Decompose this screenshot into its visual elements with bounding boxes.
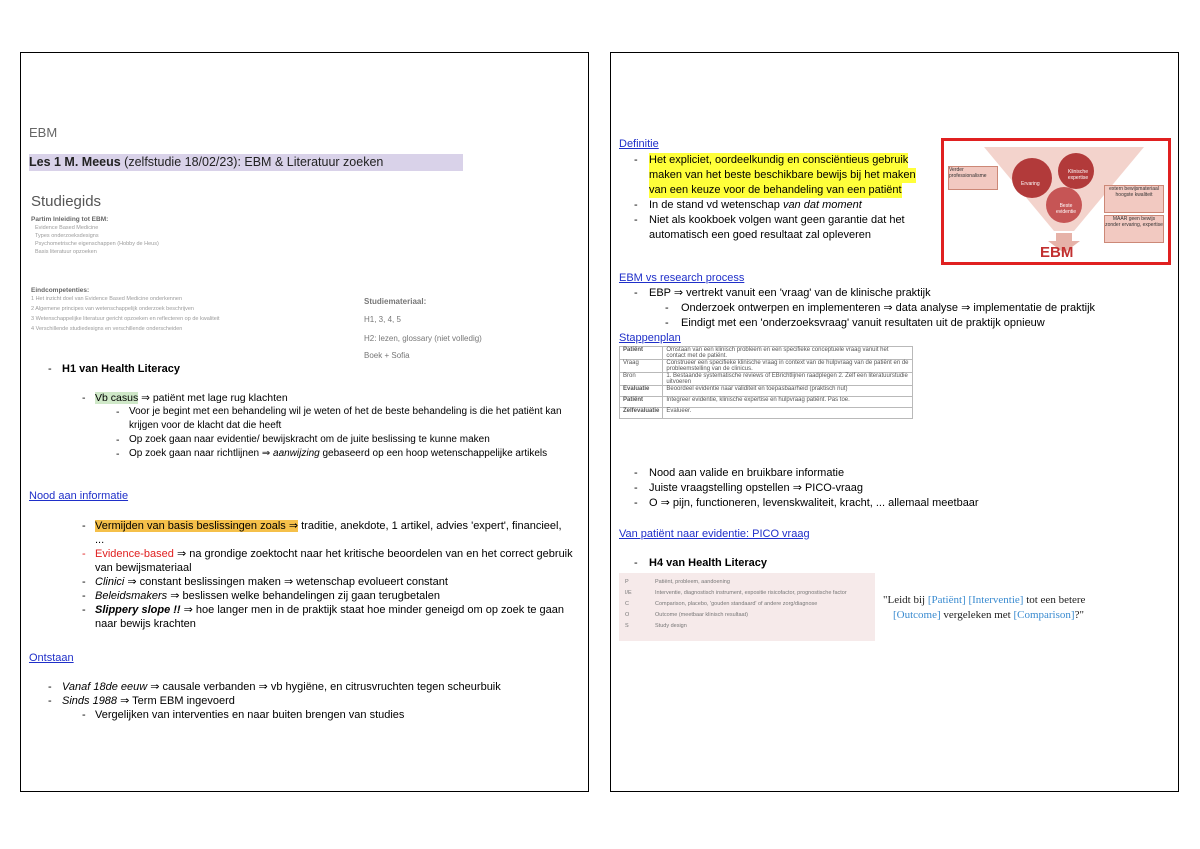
bullet-dash: - xyxy=(116,406,120,418)
after-item-1: Nood aan valide en bruikbare informatie xyxy=(649,467,845,479)
vb-sub1-line1: Voor je begint met een behandeling wil je weten of het de beste behandeling is die het patiënt kan xyxy=(129,406,562,417)
partim-item: Evidence Based Medicine xyxy=(35,225,99,231)
circle-label-3: Beste evidentie xyxy=(1055,203,1076,215)
bullet-dash: - xyxy=(48,363,52,375)
partim-item: Basis literatuur opzoeken xyxy=(35,249,97,255)
bullet-dash: - xyxy=(634,154,638,166)
stappenplan-link[interactable]: Stappenplan xyxy=(619,332,681,344)
bullet-dash: - xyxy=(634,287,638,299)
circle-label-2: Klinische expertise xyxy=(1067,169,1089,181)
after-item-2: Juiste vraagstelling opstellen ⇒ PICO-vraag xyxy=(649,482,864,494)
pico-quote-line-1: "Leidt bij [Patiënt] [Interventie] tot een betere xyxy=(883,594,1086,606)
stappenplan-table xyxy=(619,346,913,419)
nood-item-4: Beleidsmakers ⇒ beslissen welke behandelingen zij gaan terugbetalen xyxy=(95,590,440,602)
eind-item: 2 Algemene principes van wetenschappelijk onderzoek beschrijven xyxy=(31,306,194,312)
bullet-dash: - xyxy=(116,448,120,460)
bullet-dash: - xyxy=(82,604,86,616)
nood-item-5: Slippery slope !! ⇒ hoe langer men in de praktijk staat hoe minder geneigd om op zoek te gaan xyxy=(95,604,565,616)
bullet-dash: - xyxy=(634,557,638,569)
ebp-line: EBP ⇒ vertrekt vanuit een 'vraag' van de klinische praktijk xyxy=(649,287,931,299)
pico-heading-link[interactable]: Van patiënt naar evidentie: PICO vraag xyxy=(619,528,810,540)
vb-sub1-line2: krijgen voor de klacht dat die heeft xyxy=(129,420,282,431)
ontstaan-item-2: Sinds 1988 ⇒ Term EBM ingevoerd xyxy=(62,695,235,707)
ontstaan-item-3: Vergelijken van interventies en naar buiten brengen van studies xyxy=(95,709,405,721)
definition-kookboek-cont: automatisch een goed resultaat zal opleveren xyxy=(649,229,871,241)
bullet-dash: - xyxy=(82,392,86,404)
table-row: Vraag Construeer een specifieke klinische vraag in context van de hulpvraag van de patiënt en de probleemstelling van de clinicus. xyxy=(620,360,913,373)
circle-ervaring xyxy=(1012,158,1052,198)
bullet-dash: - xyxy=(82,709,86,721)
definition-line: Het expliciet, oordeelkundig en consciëntieus gebruik xyxy=(649,154,909,166)
ebp-sub-2: Eindigt met een 'onderzoeksvraag' vanuit resultaten uit de praktijk opnieuw xyxy=(681,317,1045,329)
eind-item: 1 Het inzicht doel van Evidence Based Medicine onderkennen xyxy=(31,296,183,302)
bullet-dash: - xyxy=(82,520,86,532)
eind-item: 4 Verschillende studiedesigns en verschillende onderscheiden xyxy=(31,326,183,332)
ebm-label: EBM xyxy=(1040,244,1074,261)
studiemateriaal-title: Studiemateriaal: xyxy=(364,297,427,306)
bullet-dash: - xyxy=(665,317,669,329)
table-row: Zelfevaluatie Evalueer. xyxy=(620,408,913,419)
pico-table xyxy=(619,573,875,641)
nood-item-2-cont: van bewijsmateriaal xyxy=(95,562,192,574)
nood-item-2: Evidence-based ⇒ na grondige zoektocht naar het kritische beoordelen van en het correct gebruik xyxy=(95,548,573,560)
pico-key: C xyxy=(625,601,629,607)
bullet-dash: - xyxy=(116,434,120,446)
right-box-2: MAAR geen bewijs zonder ervaring, expertise xyxy=(1104,215,1164,243)
partim-item: Types onderzoeksdesigns xyxy=(35,233,99,239)
definitie-heading-link[interactable]: Definitie xyxy=(619,138,659,150)
definition-stand: In de stand vd wetenschap van dat moment xyxy=(649,199,862,211)
nood-heading-link[interactable]: Nood aan informatie xyxy=(29,490,129,502)
definition-line: maken van het beste beschikbare bewijs bij het maken xyxy=(649,169,916,181)
bullet-dash: - xyxy=(82,590,86,602)
pico-key: S xyxy=(625,623,629,629)
table-row: Evaluatie Beoordeel evidentie naar validiteit en toepasbaarheid (praktisch nut) xyxy=(620,386,913,397)
les-title-bold: Les 1 M. Meeus xyxy=(29,155,121,169)
studiegids-heading: Studiegids xyxy=(31,193,102,210)
eind-title: Eindcompetenties: xyxy=(31,287,90,294)
bullet-dash: - xyxy=(48,695,52,707)
bullet-dash: - xyxy=(634,497,638,509)
table-row: Patiënt Integreer evidentie, klinische expertise en hulpvraag patiënt. Pas toe. xyxy=(620,397,913,408)
bullet-dash: - xyxy=(634,214,638,226)
bullet-dash: - xyxy=(48,681,52,693)
table-row: Bron 1. Bestaande systematische reviews of EBrichtlijnen raadplegen 2. Zelf een literatuurstudie uitvoeren xyxy=(620,373,913,386)
ebm-figure xyxy=(941,138,1171,265)
les-title-rest: (zelfstudie 18/02/23): EBM & Literatuur zoeken xyxy=(120,155,384,169)
studiemateriaal-item: Boek + Sofia xyxy=(364,351,410,360)
nood-item-3: Clinici ⇒ constant beslissingen maken ⇒ wetenschap evolueert constant xyxy=(95,576,448,588)
vb-casus-label: Vb casus xyxy=(95,392,139,404)
right-box-1: extern bewijsmateriaal hoogste kwaliteit xyxy=(1104,185,1164,213)
bullet-dash: - xyxy=(634,467,638,479)
vb-casus-line: Vb casus ⇒ patiënt met lage rug klachten xyxy=(95,392,288,404)
vb-sub2: Op zoek gaan naar evidentie/ bewijskracht om de juite beslissing te kunne maken xyxy=(129,434,490,445)
h1-heading: H1 van Health Literacy xyxy=(62,363,180,375)
bullet-dash: - xyxy=(82,576,86,588)
studiemateriaal-item: H1, 3, 4, 5 xyxy=(364,315,401,324)
studiemateriaal-item: H2: lezen, glossary (niet volledig) xyxy=(364,334,482,343)
vb-sub3: Op zoek gaan naar richtlijnen ⇒ aanwijzing gebaseerd op een hoop wetenschappelijke artikels xyxy=(129,448,548,459)
document-page-left xyxy=(20,52,589,792)
ontstaan-heading-link[interactable]: Ontstaan xyxy=(29,652,74,664)
bullet-dash: - xyxy=(634,199,638,211)
les-title xyxy=(29,155,383,169)
partim-item: Psychometrische eigenschappen (Hobby de Heus) xyxy=(35,241,159,247)
nood-item-1-cont: ... xyxy=(95,534,105,546)
left-box: Verder professionalisme xyxy=(948,166,998,190)
ebp-sub-1: Onderzoek ontwerpen en implementeren ⇒ data analyse ⇒ implementatie de praktijk xyxy=(681,302,1096,314)
eind-item: 3 Wetenschappelijke literatuur gericht opzoeken en reflecteren op de kwaliteit xyxy=(31,316,220,322)
definition-kookboek: Niet als kookboek volgen want geen garantie dat het xyxy=(649,214,905,226)
pico-value: Comparison, placebo, 'gouden standaard' of andere zorg/diagnose xyxy=(655,601,818,607)
subject-title: EBM xyxy=(29,125,58,140)
bullet-dash: - xyxy=(634,482,638,494)
circle-label-1: Ervaring xyxy=(1021,181,1040,187)
nood-item-5-cont: naar bewijs krachten xyxy=(95,618,196,630)
definition-line: van een keuze voor de behandeling van een patiënt xyxy=(649,184,902,196)
after-item-3: O ⇒ pijn, functioneren, levenskwaliteit, kracht, ... allemaal meetbaar xyxy=(649,497,979,509)
ebm-vs-research-link[interactable]: EBM vs research process xyxy=(619,272,745,284)
pico-key: O xyxy=(625,612,630,618)
pico-quote-line-2: [Outcome] vergeleken met [Comparison]?" xyxy=(893,609,1084,621)
ontstaan-item-1: Vanaf 18de eeuw ⇒ causale verbanden ⇒ vb hygiëne, en citrusvruchten tegen scheurbuik xyxy=(62,681,501,693)
table-row: Patiënt Omstaan van een klinisch probleem en een specifieke conceptuele vraag vanuit het contact met de patiënt. xyxy=(620,347,913,360)
h4-heading: H4 van Health Literacy xyxy=(649,557,767,569)
pico-key: I/E xyxy=(625,590,632,596)
pico-key: P xyxy=(625,579,629,585)
pico-value: Patiënt, probleem, aandoening xyxy=(655,579,730,585)
pico-value: Study design xyxy=(655,623,687,629)
pico-value: Outcome (meetbaar klinisch resultaat) xyxy=(655,612,748,618)
partim-title: Partim Inleiding tot EBM: xyxy=(31,216,109,223)
bullet-dash: - xyxy=(82,548,86,560)
nood-item-1: Vermijden van basis beslissingen zoals ⇒ traditie, anekdote, 1 artikel, advies 'expert', financieel, xyxy=(95,520,562,532)
document-page-right xyxy=(610,52,1179,792)
bullet-dash: - xyxy=(665,302,669,314)
pico-value: Interventie, diagnostisch instrument, expositie risicofactor, prognostische factor xyxy=(655,590,847,596)
